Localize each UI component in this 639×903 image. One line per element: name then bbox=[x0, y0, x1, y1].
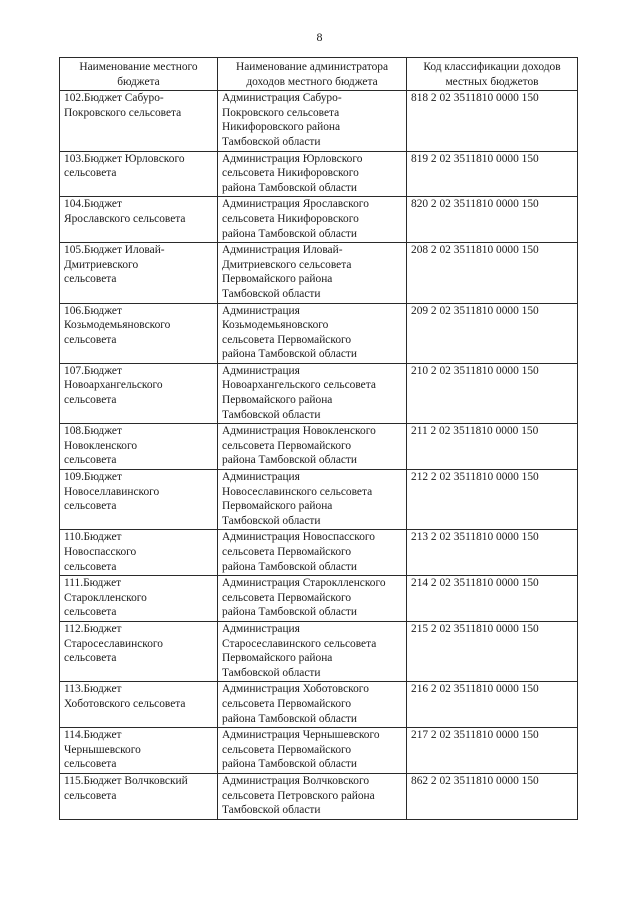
classification-code-cell-text: 217 2 02 3511810 0000 150 bbox=[411, 729, 539, 742]
admin-name-cell bbox=[218, 303, 407, 363]
admin-name-cell bbox=[218, 682, 407, 728]
classification-code-cell bbox=[407, 621, 578, 681]
admin-name-cell-text: Администрация Староклленского сельсовета Первомайского района Тамбовской области bbox=[222, 577, 386, 619]
table-row bbox=[60, 91, 578, 151]
budget-name-cell bbox=[60, 470, 218, 530]
budget-name-cell-text: 113.Бюджет Хоботовского сельсовета bbox=[64, 683, 186, 710]
budget-name-cell bbox=[60, 773, 218, 819]
budget-name-cell bbox=[60, 682, 218, 728]
classification-code-cell-text: 209 2 02 3511810 0000 150 bbox=[411, 304, 539, 317]
classification-code-cell bbox=[407, 363, 578, 423]
classification-code-cell bbox=[407, 197, 578, 243]
table-row bbox=[60, 363, 578, 423]
classification-code-cell-text: 819 2 02 3511810 0000 150 bbox=[411, 152, 539, 165]
page-number: 8 bbox=[316, 30, 323, 44]
header-budget-name: Наименование местного бюджета bbox=[60, 58, 218, 91]
admin-name-cell-text: Администрация Старосеславинского сельсовета Первомайского района Тамбовской области bbox=[222, 622, 377, 679]
admin-name-cell-text: Администрация Новоархангельского сельсовета Первомайского района Тамбовской области bbox=[222, 364, 376, 421]
budget-name-cell bbox=[60, 243, 218, 303]
classification-code-cell-text: 215 2 02 3511810 0000 150 bbox=[411, 622, 539, 635]
classification-code-cell bbox=[407, 424, 578, 470]
budget-name-cell bbox=[60, 728, 218, 774]
classification-code-cell bbox=[407, 243, 578, 303]
classification-code-cell-text: 213 2 02 3511810 0000 150 bbox=[411, 531, 539, 544]
admin-name-cell-text: Администрация Хоботовского сельсовета Первомайского района Тамбовской области bbox=[222, 683, 369, 725]
table-row bbox=[60, 728, 578, 774]
budget-name-cell-text: 103.Бюджет Юрловского сельсовета bbox=[64, 152, 185, 180]
admin-name-cell bbox=[218, 197, 407, 243]
table-row bbox=[60, 243, 578, 303]
table-row bbox=[60, 470, 578, 530]
admin-name-cell bbox=[218, 470, 407, 530]
classification-code-cell-text: 862 2 02 3511810 0000 150 bbox=[411, 774, 539, 787]
budget-name-cell bbox=[60, 424, 218, 470]
budget-name-cell-text: 115.Бюджет Волчковский сельсовета bbox=[64, 774, 188, 802]
classification-code-cell-text: 210 2 02 3511810 0000 150 bbox=[411, 364, 539, 377]
table-row bbox=[60, 621, 578, 681]
budget-name-cell bbox=[60, 530, 218, 576]
admin-name-cell bbox=[218, 728, 407, 774]
budget-name-cell bbox=[60, 303, 218, 363]
table-row bbox=[60, 530, 578, 576]
budget-name-cell-text: 108.Бюджет Новокленского сельсовета bbox=[64, 425, 138, 467]
budget-name-cell-text: 109.Бюджет Новоселлавинского сельсовета bbox=[64, 471, 160, 513]
admin-name-cell-text: Администрация Ярославского сельсовета Никифоровского района Тамбовской области bbox=[222, 198, 369, 240]
classification-code-cell-text: 212 2 02 3511810 0000 150 bbox=[411, 471, 539, 484]
budget-table bbox=[59, 57, 578, 820]
classification-code-cell bbox=[407, 728, 578, 774]
header-classification-code: Код классификации доходов местных бюджетов bbox=[407, 58, 578, 91]
admin-name-cell bbox=[218, 530, 407, 576]
admin-name-cell-text: Администрация Сабуро- Покровского сельсовета Никифоровского района Тамбовской области bbox=[222, 92, 342, 148]
admin-name-cell bbox=[218, 151, 407, 197]
budget-name-cell-text: 110.Бюджет Новоспасского сельсовета bbox=[64, 531, 137, 573]
budget-name-cell bbox=[60, 91, 218, 151]
budget-name-cell bbox=[60, 363, 218, 423]
admin-name-cell bbox=[218, 363, 407, 423]
budget-name-cell-text: 111.Бюджет Староклленского сельсовета bbox=[64, 577, 147, 619]
table-row bbox=[60, 773, 578, 819]
budget-name-cell-text: 106.Бюджет Козьмодемьяновского сельсовета bbox=[64, 304, 171, 346]
classification-code-cell-text: 211 2 02 3511810 0000 150 bbox=[411, 425, 539, 438]
header-admin-name: Наименование администратора доходов местного бюджета bbox=[218, 58, 407, 91]
admin-name-cell bbox=[218, 91, 407, 151]
admin-name-cell-text: Администрация Новосеславинского сельсовета Первомайского района Тамбовской области bbox=[222, 471, 373, 527]
admin-name-cell-text: Администрация Новоспасского сельсовета Первомайского района Тамбовской области bbox=[222, 531, 375, 573]
admin-name-cell-text: Администрация Новокленского сельсовета Первомайского района Тамбовской области bbox=[222, 425, 376, 467]
admin-name-cell bbox=[218, 424, 407, 470]
admin-name-cell-text: Администрация Чернышевского сельсовета Первомайского района Тамбовской области bbox=[222, 729, 380, 771]
admin-name-cell bbox=[218, 243, 407, 303]
table-row bbox=[60, 682, 578, 728]
budget-name-cell-text: 107.Бюджет Новоархангельского сельсовета bbox=[64, 364, 163, 407]
classification-code-cell-text: 820 2 02 3511810 0000 150 bbox=[411, 198, 539, 211]
classification-code-cell-text: 818 2 02 3511810 0000 150 bbox=[411, 92, 539, 105]
classification-code-cell bbox=[407, 682, 578, 728]
budget-name-cell-text: 112.Бюджет Старосеславинского сельсовета bbox=[64, 622, 163, 665]
classification-code-cell-text: 214 2 02 3511810 0000 150 bbox=[411, 577, 539, 590]
admin-name-cell bbox=[218, 773, 407, 819]
classification-code-cell bbox=[407, 91, 578, 151]
admin-name-cell-text: Администрация Волчковского сельсовета Петровского района Тамбовской области bbox=[222, 774, 375, 817]
classification-code-cell bbox=[407, 530, 578, 576]
budget-name-cell-text: 104.Бюджет Ярославского сельсовета bbox=[64, 198, 186, 225]
classification-code-cell-text: 216 2 02 3511810 0000 150 bbox=[411, 683, 539, 696]
admin-name-cell bbox=[218, 621, 407, 681]
table-header-row bbox=[60, 58, 578, 91]
table-row bbox=[60, 576, 578, 622]
table-row bbox=[60, 151, 578, 197]
budget-name-cell-text: 102.Бюджет Сабуро- Покровского сельсовета bbox=[64, 92, 182, 119]
table-row bbox=[60, 303, 578, 363]
budget-name-cell bbox=[60, 621, 218, 681]
budget-name-cell-text: 114.Бюджет Чернышевского сельсовета bbox=[64, 729, 141, 771]
budget-name-cell bbox=[60, 197, 218, 243]
table-row bbox=[60, 197, 578, 243]
classification-code-cell bbox=[407, 303, 578, 363]
admin-name-cell-text: Администрация Юрловского сельсовета Никифоровского района Тамбовской области bbox=[222, 152, 363, 194]
classification-code-cell bbox=[407, 773, 578, 819]
admin-name-cell-text: Администрация Козьмодемьяновского сельсовета Первомайского района Тамбовской области bbox=[222, 304, 358, 361]
table-row bbox=[60, 424, 578, 470]
budget-name-cell bbox=[60, 151, 218, 197]
budget-name-cell bbox=[60, 576, 218, 622]
admin-name-cell bbox=[218, 576, 407, 622]
classification-code-cell bbox=[407, 470, 578, 530]
classification-code-cell bbox=[407, 576, 578, 622]
classification-code-cell bbox=[407, 151, 578, 197]
classification-code-cell-text: 208 2 02 3511810 0000 150 bbox=[411, 244, 539, 257]
budget-name-cell-text: 105.Бюджет Иловай- Дмитриевского сельсовета bbox=[64, 244, 165, 286]
admin-name-cell-text: Администрация Иловай- Дмитриевского сельсовета Первомайского района Тамбовской области bbox=[222, 244, 352, 300]
